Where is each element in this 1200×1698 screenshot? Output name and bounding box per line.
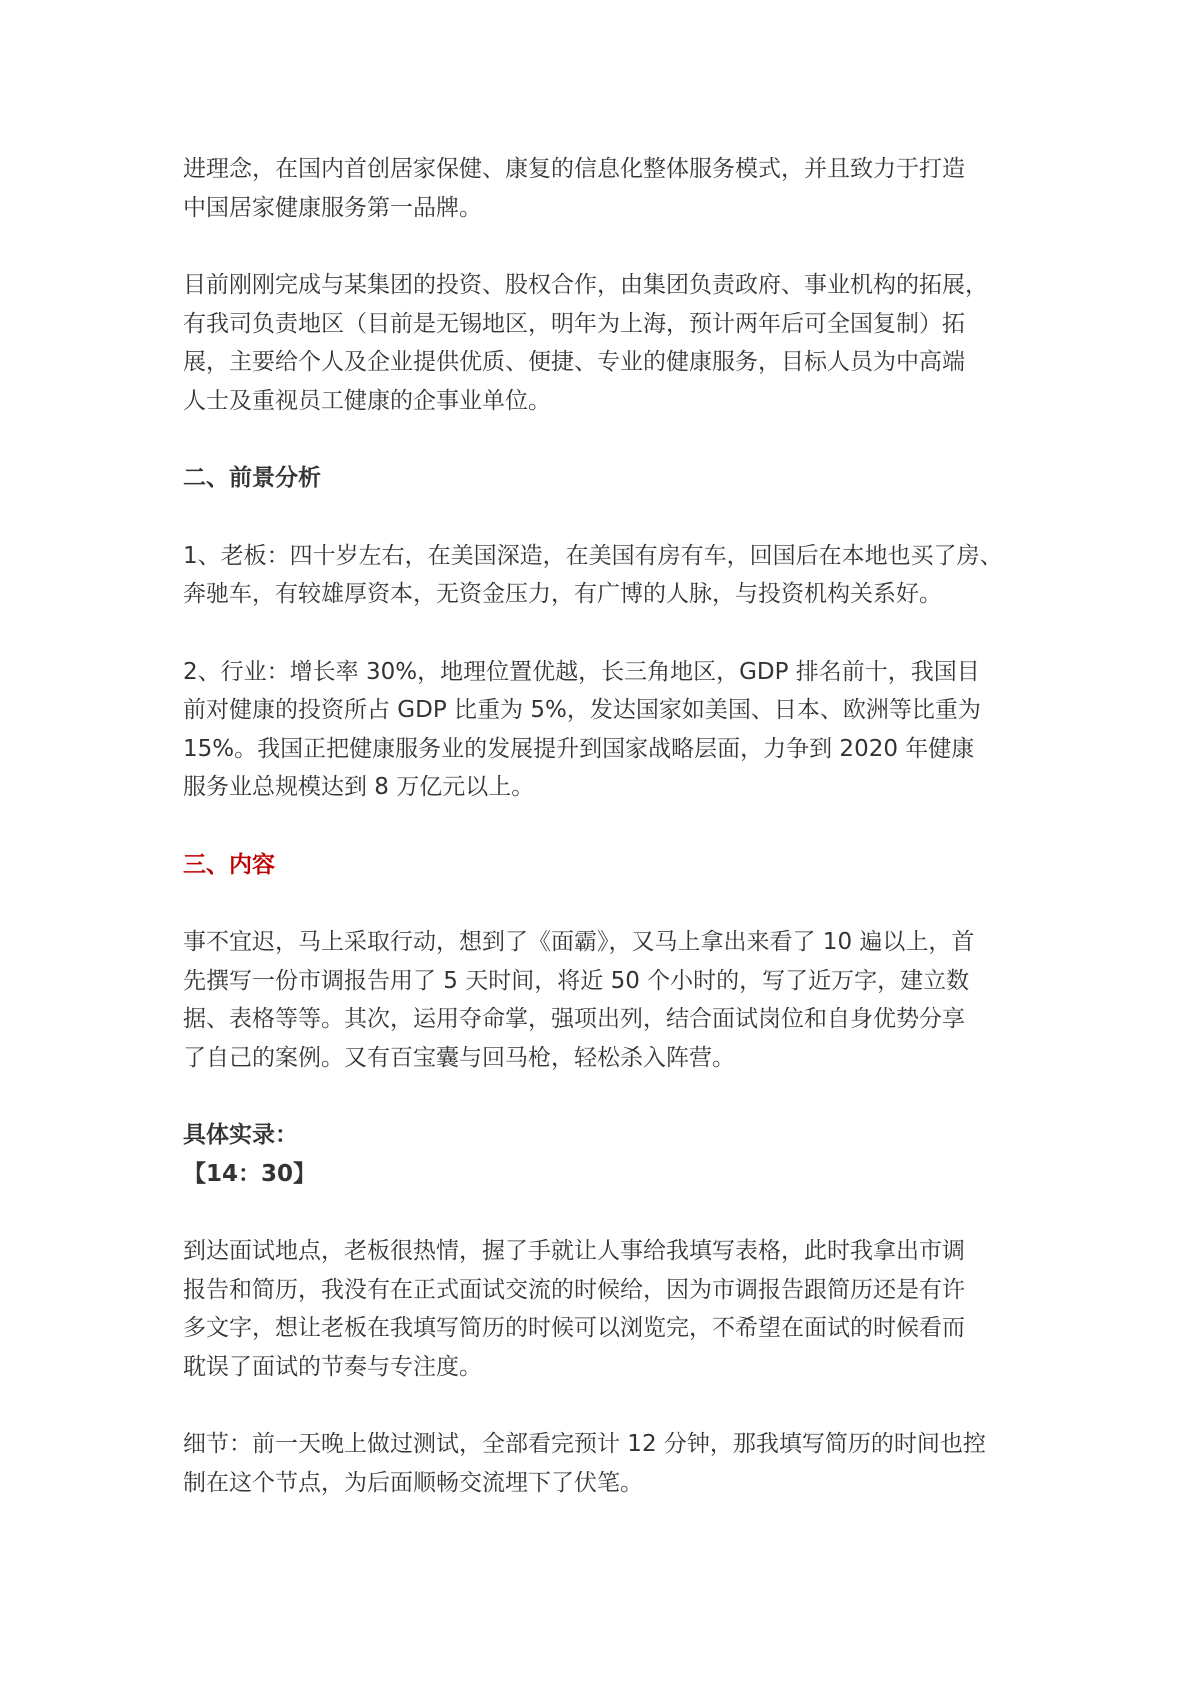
section-heading-content: 三、内容 <box>183 851 275 878</box>
section-heading-prospect: 二、前景分析 <box>183 465 321 491</box>
text-line: 多文字，想让老板在我填写简历的时候可以浏览完，不希望在面试的时候看而 <box>183 1315 965 1341</box>
text-line: 奔驰车，有较雄厚资本，无资金压力，有广博的人脉，与投资机构关系好。 <box>183 581 942 607</box>
subheading-record: 具体实录： <box>183 1122 298 1148</box>
text-line: 1、老板：四十岁左右，在美国深造，在美国有房有车，回国后在本地也买了房、 <box>183 542 1003 569</box>
text-line: 细节：前一天晚上做过测试，全部看完预计 12 分钟，那我填写简历的时间也控 <box>183 1431 986 1457</box>
paragraph-industry <box>183 653 1023 807</box>
text-line: 报告和简历，我没有在正式面试交流的时候给，因为市调报告跟简历还是有许 <box>183 1276 965 1303</box>
paragraph-intro <box>183 150 1023 227</box>
text-line: 进理念，在国内首创居家保健、康复的信息化整体服务模式，并且致力于打造 <box>183 156 965 182</box>
text-line: 人士及重视员工健康的企事业单位。 <box>183 387 551 414</box>
text-line: 前对健康的投资所占 GDP 比重为 5%，发达国家如美国、日本、欧洲等比重为 <box>183 697 981 723</box>
text-line: 服务业总规模达到 8 万亿元以上。 <box>183 774 535 800</box>
text-line: 到达面试地点，老板很热情，握了手就让人事给我填写表格，此时我拿出市调 <box>183 1238 965 1264</box>
text-line: 制在这个节点，为后面顺畅交流埋下了伏笔。 <box>183 1469 643 1496</box>
text-line: 了自己的案例。又有百宝囊与回马枪，轻松杀入阵营。 <box>183 1044 735 1071</box>
paragraph-detail <box>183 1425 1023 1502</box>
text-line: 据、表格等等。其次，运用夺命掌，强项出列，结合面试岗位和自身优势分享 <box>183 1006 965 1032</box>
timestamp: 【14：30】 <box>183 1160 317 1187</box>
text-line: 耽误了面试的节奏与专注度。 <box>183 1353 482 1380</box>
paragraph-arrival <box>183 1232 1023 1386</box>
paragraph-boss <box>183 537 1023 614</box>
article-body <box>183 150 1023 1502</box>
text-line: 目前刚刚完成与某集团的投资、股权合作，由集团负责政府、事业机构的拓展， <box>183 272 988 298</box>
text-line: 中国居家健康服务第一品牌。 <box>183 194 482 221</box>
text-line: 展，主要给个人及企业提供优质、便捷、专业的健康服务，目标人员为中高端 <box>183 349 965 375</box>
paragraph-action <box>183 923 1023 1077</box>
text-line: 有我司负责地区（目前是无锡地区，明年为上海，预计两年后可全国复制）拓 <box>183 310 965 337</box>
paragraph-cooperation <box>183 266 1023 420</box>
text-line: 事不宜迟，马上采取行动，想到了《面霸》，又马上拿出来看了 10 遍以上，首 <box>183 929 975 955</box>
text-line: 15%。我国正把健康服务业的发展提升到国家战略层面，力争到 2020 年健康 <box>183 735 975 762</box>
text-line: 2、行业：增长率 30%，地理位置优越，长三角地区，GDP 排名前十，我国目 <box>183 658 980 685</box>
text-line: 先撰写一份市调报告用了 5 天时间，将近 50 个小时的，写了近万字，建立数 <box>183 967 970 994</box>
